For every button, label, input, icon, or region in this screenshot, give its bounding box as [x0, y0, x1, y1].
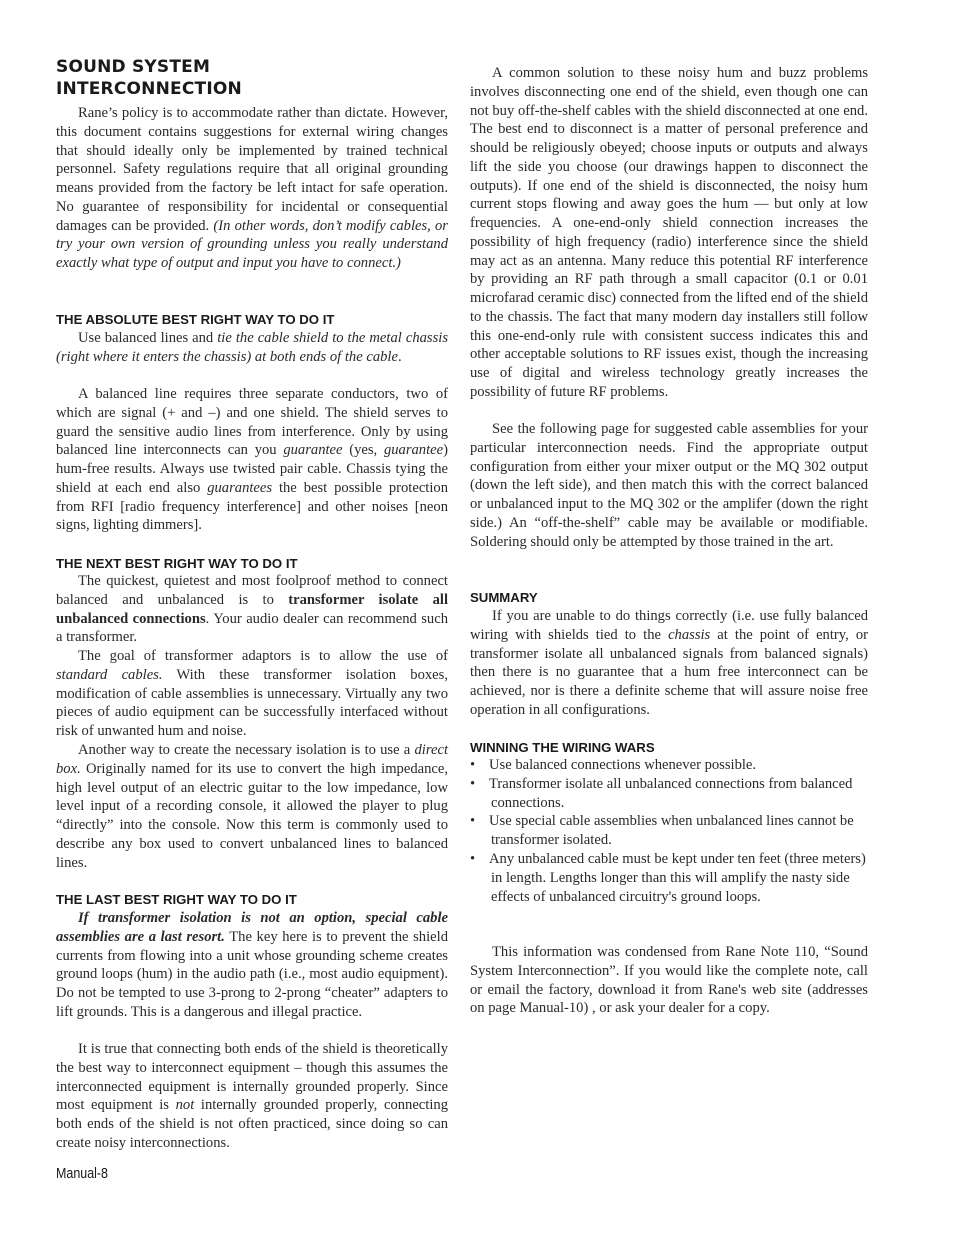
wiring-wars-heading: WINNING THE WIRING WARS — [470, 740, 655, 755]
next-p1-end: . Your audio dealer can recommend such a transformer. — [56, 610, 448, 646]
page-number: Manual-8 — [56, 1166, 108, 1182]
right-paragraph-1: A common solution to these noisy hum and buzz problems involves disconnecting one end of the shield, even though one can not buy off-the-shelf cables with the shield disconnected at one end. The best end to disconnect is a matter of personal preference and should be religiously obeyed; choose inputs or outputs and always lift the side you choose (our drawings happen to disconnect the outputs). If one end of the shield is disconnected, the noisy hum current stops flowing and away goes the hum — but only at low frequencies. A one-end-only shield connection increases the possibility of high frequency (radio) interference since the shield may act as an antenna. Many reduce this potential RF interference by providing an RF path through a small capacitor (0.1 or 0.01 microfarad ceramic disc) connected from the lifted end of the shield to the chassis. The fact that many modern day installers still follow this one-end-only rule with consistent success indicates this and other acceptable solutions to RF issues exist, though the increasing use of digital and wireless technology greatly increases the possibility of future RF problems. — [470, 65, 868, 400]
wiring-wars-item — [470, 775, 868, 813]
wiring-wars-item — [470, 850, 868, 906]
right-paragraph-2: See the following page for suggested cable assemblies for your particular interconnection needs. Find the appropriate output configuration from either your mixer output or the MQ 302 output (down the left side), and then match this with the correct balanced or unbalanced input to the MQ 302 or the amplifer (down the right side.) An “off-the-shelf” cable may be available or modifiable. Soldering should only be attempted by those trained in the art. — [470, 421, 868, 550]
bullet-marker: • — [470, 776, 476, 792]
next-p3-text: Another way to create the necessary isolation is to use a — [78, 742, 415, 758]
absolute-p1-text: Use balanced lines and — [78, 330, 218, 346]
next-p1-bold: transformer isolate all unbalanced connections — [56, 591, 448, 627]
page-title-line-2: INTERCONNECTION — [56, 79, 242, 99]
bullet-marker: • — [470, 757, 476, 773]
wiring-wars-item — [470, 756, 868, 775]
next-paragraph-2 — [56, 647, 448, 741]
next-p1-text: The quickest, quietest and most foolproof method to connect balanced and unbalanced is to — [56, 573, 448, 608]
next-p3-emphasis: direct box. — [56, 742, 448, 777]
page-title-line-1: SOUND SYSTEM — [56, 57, 211, 77]
absolute-p1-end: . — [397, 348, 402, 365]
summary-text-b: at the point of entry, or transformer isolate all unbalanced signals from balanced signals) then there is no guarantee that a hum free interconnect can be achieved, nor is there a definite scheme that will assure noise free operation in all configurations. — [470, 626, 868, 718]
absolute-paragraph-2 — [56, 385, 448, 535]
absolute-best-heading: THE ABSOLUTE BEST RIGHT WAY TO DO IT — [56, 312, 335, 327]
condensed-note: This information was condensed from Rane Note 110, “Sound System Interconnection”. If you would like the complete note, call or email the factory, download it from Rane's web site (addresses on page Manual-10) , or ask your dealer for a copy. — [470, 944, 868, 1017]
summary-heading: SUMMARY — [470, 590, 538, 605]
absolute-p2-emph-a: guarantee — [283, 442, 343, 459]
next-paragraph-3 — [56, 741, 448, 872]
last-p1-bold-italic: If transformer isolation is not an option, special cable assemblies are a last resort. — [56, 910, 448, 945]
wiring-wars-item-text: Transformer isolate all unbalanced connections from balanced connections. — [489, 776, 853, 811]
wiring-wars-item-text: Any unbalanced cable must be kept under ten feet (three meters) in length. Lengths longer than this will amplify the nasty side effects of unbalanced circuitry's ground loops. — [489, 851, 866, 905]
absolute-paragraph-1 — [56, 329, 448, 367]
wiring-wars-item-text: Use balanced connections whenever possible. — [489, 757, 757, 773]
intro-disclaimer: (In other words, don’t modify cables, or try your own version of grounding unless you really understand exactly what type of output and input you have to connect.) — [56, 217, 448, 271]
absolute-p2-text-b: (yes, — [342, 442, 384, 459]
last-p2-text-a: It is true that connecting both ends of the shield is theoretically the best way to interconnect equipment – though this assumes the interconnected equipment is internally grounded properly. Since most equipment is — [56, 1041, 448, 1114]
absolute-p2-text-c: ) hum-free results. Always use twisted pair cable. Chassis tying the shield at each end also — [56, 442, 448, 496]
bullet-marker: • — [470, 813, 476, 829]
last-p2-text-b: internally grounded properly, connecting both ends of the shield is not often practiced, since doing so can create noisy interconnections. — [56, 1097, 448, 1151]
wiring-wars-item — [470, 812, 868, 850]
wiring-wars-item-text: Use special cable assemblies when unbalanced lines cannot be transformer isolated. — [489, 813, 854, 848]
absolute-p2-emph-b: guarantee — [383, 442, 444, 459]
intro-paragraph — [56, 104, 448, 273]
next-paragraph-1 — [56, 572, 448, 647]
last-p1-text: The key here is to prevent the shield currents from flowing into a unit whose grounding scheme creates ground loops (hum) in the audio path (i.e., most audio equipment). Do not be tempted to use 3-prong to 2-prong “cheater” adapters to lift grounds. This is a dangerous and illegal practice. — [56, 928, 448, 1020]
intro-text: Rane’s policy is to accommodate rather than dictate. However, this document contains suggestions for external wiring changes that should ideally only be implemented by trained technical personnel. Safety regulations require that all original grounding means provided from the factory be left intact for safe operation. No guarantee of responsibility for incidental or consequential damages can be provided. — [56, 105, 448, 234]
absolute-p2-text-d: the best possible protection from RFI [radio frequency interference] and other noises [neon signs, lighting dimmers]. — [56, 479, 448, 534]
last-p2-emphasis: not — [175, 1097, 195, 1114]
next-p2-end: With these transformer isolation boxes, modification of cable assemblies is unnecessary. Virtually any two pieces of audio equipment can be successfully interfaced without risk of unwanted hum and noise. — [56, 666, 448, 739]
next-best-heading: THE NEXT BEST RIGHT WAY TO DO IT — [56, 556, 298, 571]
next-p2-emphasis: standard cables. — [56, 666, 163, 683]
next-p2-text: The goal of transformer adaptors is to allow the use of — [78, 648, 448, 664]
absolute-p2-emph-c: guarantees — [207, 479, 273, 496]
summary-text-a: If you are unable to do things correctly (i.e. use fully balanced wiring with shields tied to the — [470, 608, 868, 643]
last-paragraph-1 — [56, 909, 448, 1022]
absolute-p1-emphasis: tie the cable shield to the metal chassis (right where it enters the chassis) at both ends of the cable — [56, 330, 448, 365]
summary-paragraph — [470, 607, 868, 720]
bullet-marker: • — [470, 851, 476, 867]
page-title — [56, 56, 242, 100]
last-paragraph-2 — [56, 1040, 448, 1153]
absolute-p2-text-a: A balanced line requires three separate conductors, two of which are signal (+ and –) and one shield. The shield serves to guard the sensitive audio lines from interference. Only by using balanced line interconnects can you — [56, 386, 448, 459]
next-p3-end: Originally named for its use to convert the high impedance, high level output of an electric guitar to the low impedance, low level input of a recording console, it allowed the player to plug “directly” into the console. Now this term is commonly used to describe any box used to convert unbalanced lines to balanced lines. — [56, 760, 448, 871]
summary-emphasis: chassis — [668, 626, 711, 643]
last-best-heading: THE LAST BEST RIGHT WAY TO DO IT — [56, 892, 297, 907]
